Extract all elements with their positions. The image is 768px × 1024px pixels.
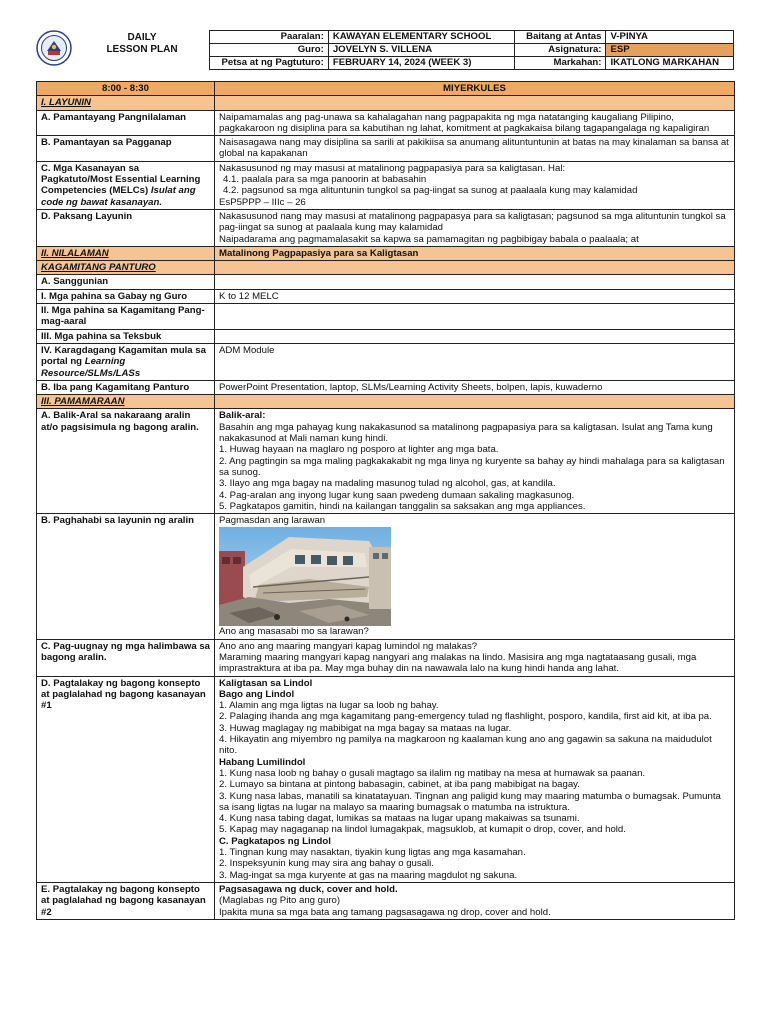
row-label: A. Pamantayang Pangnilalaman	[37, 110, 215, 136]
row-label: D. Paksang Layunin	[37, 209, 215, 246]
list-item: 1. Huwag hayaan na maglaro ng posporo at lighter ang mga bata.	[219, 444, 499, 456]
text-line: Ano ano ang maaring mangyari kapag lumindol ng malakas?	[219, 640, 478, 652]
row-content	[215, 275, 735, 289]
list-item: 4. Hikayatin ang miyembro ng pamilya na magkaroon ng kaalaman kung ano ang gagawin sa sakuna na maidudulot nito.	[219, 734, 712, 757]
text-line: Basahin ang mga pahayag kung nakakasunod sa matalinong pagpapasiya para sa kaligtasan. Isulat ang Tama kung nakakasunod at Mali naman kung hindi.	[219, 421, 713, 445]
section-title: II. NILALAMAN	[37, 246, 215, 260]
day-cell: MIYERKULES	[215, 82, 735, 96]
section-pamamaraan	[37, 395, 735, 409]
melc-code: EsP5PPP – IIIc – 26	[219, 196, 306, 208]
earthquake-damage-photo	[219, 527, 391, 626]
text-line: 4.1. paalala para sa mga panoorin at babasahin	[223, 174, 427, 186]
section-empty	[215, 395, 735, 409]
row-label: A. Balik-Aral sa nakaraang aralin at/o pagsisimula ng bagong aralin.	[37, 409, 215, 514]
row-label: E. Pagtalakay ng bagong konsepto at paglalahad ng bagong kasanayan #2	[37, 882, 215, 919]
lesson-plan-table	[36, 81, 735, 920]
list-item: 3. Mag-ingat sa mga kuryente at gas na maaring magdulot ng sakuna.	[219, 869, 518, 881]
text-line: Naipadarama ang pagmamalasakit sa kapwa sa pamamagitan ng pagbibigay babala o paalaala; at	[219, 233, 639, 245]
table-row	[37, 676, 735, 882]
row-label: D. Pagtalakay ng bagong konsepto at paglalahad ng bagong kasanayan #1	[37, 676, 215, 882]
text-line: Ipakita muna sa mga bata ang tamang pagsasagawa ng drop, cover and hold.	[219, 906, 551, 918]
row-content	[215, 514, 735, 640]
row-content: Naipamamalas ang pag-unawa sa kahalagahan nang pagpapakita ng mga natatanging kaugaliang Pilipino, pagkakaroon ng disiplina para sa kabutihan ng lahat, komitment at pagkakaisa bilang tagapangalaga ng kapaligiran	[215, 110, 735, 136]
school-value: KAWAYAN ELEMENTARY SCHOOL	[328, 31, 514, 44]
table-row	[37, 275, 735, 289]
section-title: III. PAMAMARAAN	[37, 395, 215, 409]
list-item: 1. Kung nasa loob ng bahay o gusali magtago sa ilalim ng matibay na mesa at humawak sa paanan.	[219, 767, 646, 779]
grade-label: Baitang at Antas	[515, 31, 606, 44]
time-cell: 8:00 - 8:30	[37, 82, 215, 96]
table-row	[37, 209, 735, 246]
row-content	[215, 161, 735, 209]
melc-note: Isulat ang code ng bawat kasanayan.	[41, 185, 196, 208]
row-label: B. Iba pang Kagamitang Panturo	[37, 380, 215, 394]
text-line: Maraming maaring mangyari kapag nangyari ang malakas na lindo. Masisira ang mga nagtataasang gusali, mga imprastraktura at iba pa. May mga buhay din na nawawala lalo na kung hindi handa ang lahat.	[219, 651, 697, 675]
row-content: PowerPoint Presentation, laptop, SLMs/Learning Activity Sheets, bolpen, lapis, kuwaderno	[215, 380, 735, 394]
section-empty	[215, 261, 735, 275]
table-row	[37, 289, 735, 303]
subheading: Habang Lumilindol	[219, 756, 306, 768]
melc-label: C. Mga Kasanayan sa Pagkatuto/Most Essential Learning Competencies (MELCs)	[41, 162, 201, 197]
row-label: B. Paghahabi sa layunin ng aralin	[37, 514, 215, 640]
table-row	[37, 329, 735, 343]
subheading: Bago ang Lindol	[219, 688, 295, 700]
list-item: 2. Inspeksyunin kung may sira ang bahay o gusali.	[219, 858, 434, 870]
document-title	[76, 30, 208, 74]
row-label	[37, 343, 215, 380]
row-content: K to 12 MELC	[215, 289, 735, 303]
table-row	[37, 304, 735, 330]
row-label: II. Mga pahina sa Kagamitang Pang-mag-aaral	[37, 304, 215, 330]
list-item: 4. Kung nasa tabing dagat, lumikas sa mataas na lugar upang makaiwas sa tsunami.	[219, 813, 580, 825]
section-empty	[215, 96, 735, 110]
header-row-school	[210, 31, 734, 44]
row-label	[37, 161, 215, 209]
text-line: 4.2. pagsunod sa mga alituntunin tungkol sa pag-iingat sa sunog at paalaala kung may kalamidad	[223, 185, 638, 197]
title-line-2: LESSON PLAN	[106, 44, 178, 55]
list-item: 2. Ang pagtingin sa mga maling pagkakakabit ng mga linya ng kuryente sa bahay ay hindi mahalaga para sa kaligtasan sa sunog.	[219, 455, 725, 478]
section-kagamitan	[37, 261, 735, 275]
text-line: Nakasusunod ng may masusi at matalinong pagpapasiya para sa kaligtasan. Hal:	[219, 162, 566, 174]
list-item: 1. Alamin ang mga ligtas na lugar sa loob ng bahay.	[219, 700, 439, 712]
header-info-table	[209, 30, 734, 70]
row-label: III. Mga pahina sa Teksbuk	[37, 329, 215, 343]
row-content	[215, 329, 735, 343]
topic-title: Matalinong Pagpapasiya para sa Kaligtasan	[215, 246, 735, 260]
row-content: ADM Module	[215, 343, 735, 380]
row-content	[215, 882, 735, 919]
header-row-teacher	[210, 44, 734, 57]
date-label: Petsa at ng Pagtuturo:	[210, 57, 329, 70]
grade-value: V-PINYA	[606, 31, 734, 44]
table-row	[37, 343, 735, 380]
teacher-value: JOVELYN S. VILLENA	[328, 44, 514, 57]
text-line: Ano ang masasabi mo sa larawan?	[219, 626, 369, 638]
title-line-1: DAILY	[127, 32, 157, 43]
header-row-date	[210, 57, 734, 70]
row-content	[215, 209, 735, 246]
row-content: Naisasagawa nang may disiplina sa sarili at pakikiisa sa anumang alituntuntunin at batas na may kinalaman sa bansa at global na kapakanan	[215, 136, 735, 162]
text-line: (Maglabas ng Pito ang guro)	[219, 895, 341, 907]
text-line: Nakasusunod nang may masusi at matalinong pagpapasya para sa kaligtasan; pagsunod sa mga alituntunin tungkol sa pag-iingat sa sunog at paalaala kung may kalamidad	[219, 210, 726, 234]
list-item: 3. Kung nasa labas, manatili sa kinatatayuan. Tingnan ang paligid kung may maaring matumba o bumagsak. Pumunta sa isang ligtas na lugar na malayo sa maaring bumagsak o matumba na istruktura.	[219, 790, 721, 813]
table-row	[37, 882, 735, 919]
row-label: B. Pamantayan sa Pagganap	[37, 136, 215, 162]
subheading: Kaligtasan sa Lindol	[219, 677, 313, 689]
subheading: Balik-aral:	[219, 410, 266, 422]
list-item: 2. Lumayo sa bintana at pintong babasagin, cabinet, at iba pang mabibigat na bagay.	[219, 779, 580, 791]
table-row	[37, 639, 735, 676]
deped-seal-icon	[36, 30, 72, 66]
list-item: 3. Ilayo ang mga bagay na madaling masunog tulad ng alcohol, gas, at kandila.	[219, 478, 556, 490]
list-item: 5. Kapag may nagaganap na lindol lumagakpak, magsuklob, at kumapit o drop, cover, and hold.	[219, 824, 626, 836]
date-value: FEBRUARY 14, 2024 (WEEK 3)	[328, 57, 514, 70]
table-row	[37, 409, 735, 514]
table-row	[37, 514, 735, 640]
quarter-value: IKATLONG MARKAHAN	[606, 57, 734, 70]
row-content	[215, 304, 735, 330]
row-label: A. Sanggunian	[37, 275, 215, 289]
row-label: C. Pag-uugnay ng mga halimbawa sa bagong aralin.	[37, 639, 215, 676]
section-nilalaman	[37, 246, 735, 260]
subject-value: ESP	[606, 44, 734, 57]
school-label: Paaralan:	[210, 31, 329, 44]
section-title: KAGAMITANG PANTURO	[37, 261, 215, 275]
quarter-label: Markahan:	[515, 57, 606, 70]
subject-label: Asignatura:	[515, 44, 606, 57]
teacher-label: Guro:	[210, 44, 329, 57]
subheading: C. Pagkatapos ng Lindol	[219, 835, 331, 847]
list-item: 3. Huwag maglagay ng mabibigat na mga bagay sa mataas na lugar.	[219, 722, 512, 734]
text-line: Pagmasdan ang larawan	[219, 515, 326, 527]
section-title: I. LAYUNIN	[37, 96, 215, 110]
list-item: 2. Palaging ihanda ang mga kagamitang pang-emergency tulad ng flashlight, posporo, kandila, first aid kit, at iba pa.	[219, 711, 712, 723]
table-header-row	[37, 82, 735, 96]
table-row	[37, 380, 735, 394]
row-content	[215, 676, 735, 882]
list-item: 5. Pagkatapos gamitin, hindi na kailangan tanggalin sa saksakan ang mga appliances.	[219, 500, 586, 512]
table-row	[37, 161, 735, 209]
section-layunin	[37, 96, 735, 110]
portal-note: Learning Resource/SLMs/LASs	[41, 356, 141, 379]
table-row	[37, 110, 735, 136]
portal-label: IV. Karagdagang Kagamitan mula sa portal ng	[41, 344, 206, 368]
row-content	[215, 639, 735, 676]
row-label: I. Mga pahina sa Gabay ng Guro	[37, 289, 215, 303]
list-item: 1. Tingnan kung may nasaktan, tiyakin kung ligtas ang mga kasamahan.	[219, 847, 526, 859]
subheading: Pagsasagawa ng duck, cover and hold.	[219, 883, 398, 895]
table-row	[37, 136, 735, 162]
row-content	[215, 409, 735, 514]
list-item: 4. Pag-aralan ang inyong lugar kung saan pwedeng dumaan sakaling magkasunog.	[219, 489, 575, 501]
